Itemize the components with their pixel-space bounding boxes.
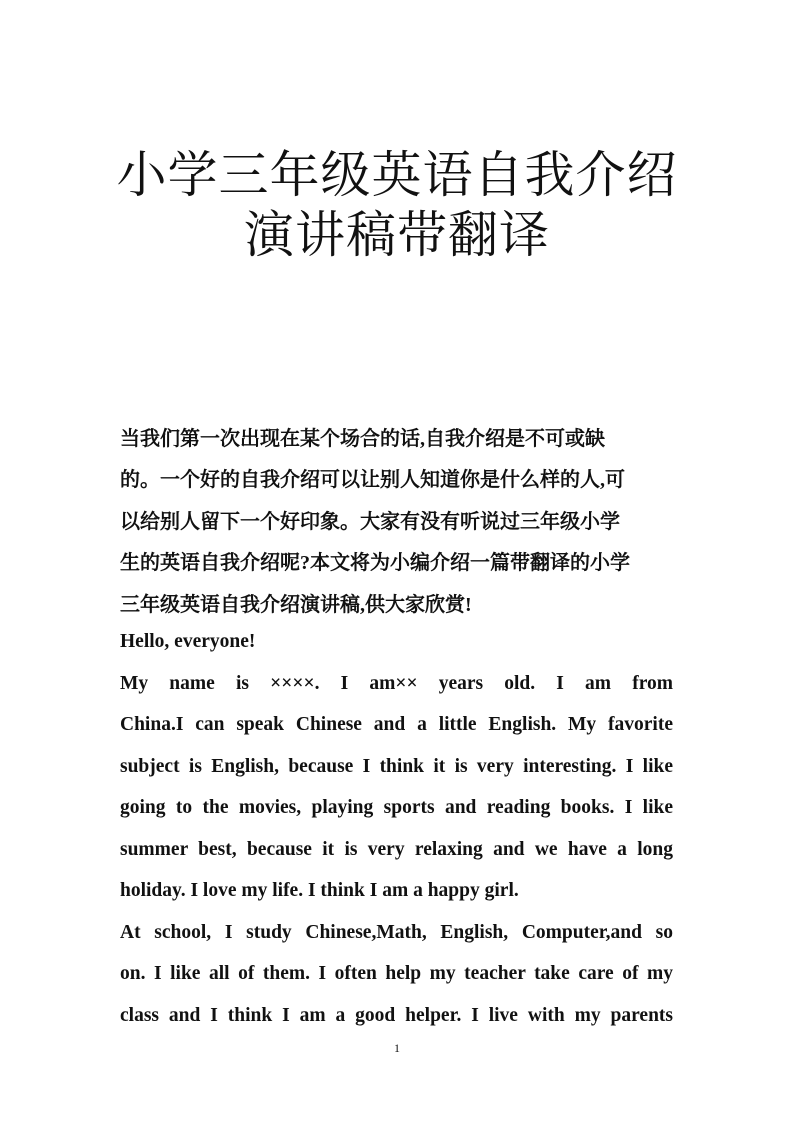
intro-line: 的。一个好的自我介绍可以让别人知道你是什么样的人,可	[120, 469, 625, 492]
intro-paragraph	[120, 419, 673, 626]
speech-line: going to the movies, playing sports and reading books. I like	[120, 797, 673, 818]
speech-line: subject is English, because I think it is very interesting. I like	[120, 755, 673, 777]
speech-line: class and I think I am a good helper. I live with my parents	[120, 1004, 673, 1026]
speech-greeting: Hello, everyone!	[120, 631, 256, 652]
speech-line: holiday. I love my life. I think I am a happy girl.	[120, 880, 519, 901]
english-speech	[120, 621, 673, 1036]
intro-line: 当我们第一次出现在某个场合的话,自我介绍是不可或缺	[120, 428, 605, 450]
intro-line: 以给别人留下一个好印象。大家有没有听说过三年级小学	[120, 510, 620, 533]
speech-line: summer best, because it is very relaxing and we have a long	[120, 838, 673, 860]
intro-line: 三年级英语自我介绍演讲稿,供大家欣赏!	[120, 593, 472, 616]
speech-line: China.I can speak Chinese and a little English. My favorite	[120, 714, 673, 735]
intro-line: 生的英语自我介绍呢?本文将为小编介绍一篇带翻译的小学	[120, 552, 630, 575]
speech-line: At school, I study Chinese,Math, English, Computer,and so	[120, 921, 673, 943]
document-title-line-2: 演讲稿带翻译	[244, 206, 550, 264]
page-number: 1	[394, 1041, 400, 1055]
speech-line: My name is ××××. I am×× years old. I am from	[120, 672, 673, 694]
speech-line: on. I like all of them. I often help my teacher take care of my	[120, 963, 673, 984]
document-title-line-1: 小学三年级英语自我介绍	[116, 146, 678, 204]
